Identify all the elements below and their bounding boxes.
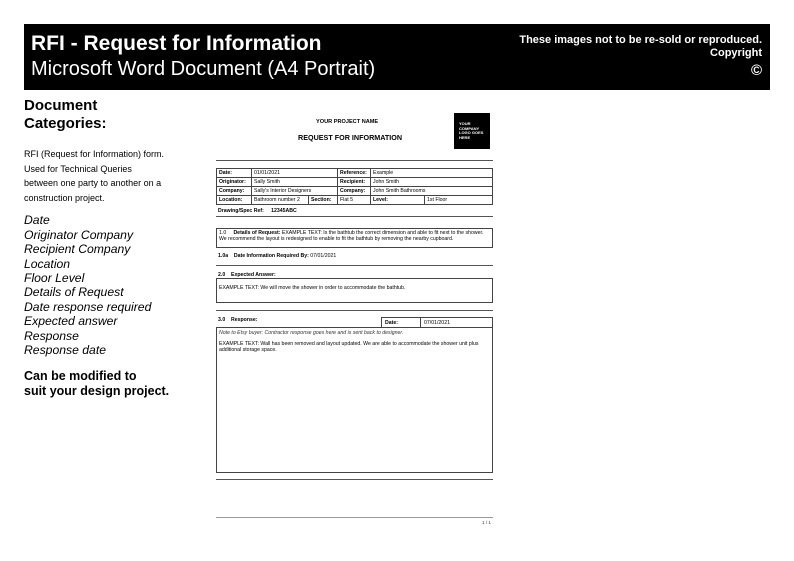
divider: [216, 160, 493, 161]
description-line: between one party to another on a: [24, 178, 162, 189]
reference-label: Reference:: [338, 169, 371, 178]
response-date-label: Date:: [385, 320, 398, 326]
copyright-icon: ©: [750, 62, 762, 79]
recipient-label: Recipient:: [338, 178, 371, 187]
response-heading: [218, 317, 258, 323]
description-line: Used for Technical Queries: [24, 163, 132, 174]
section-value: Flat 5: [338, 196, 371, 205]
table-row: [217, 187, 493, 196]
company2-label: Company:: [338, 187, 371, 196]
drawing-ref-row: [218, 208, 297, 214]
location-value: Bathroom number 2: [252, 196, 309, 205]
date-label: Date:: [217, 169, 252, 178]
sidebar-heading: [24, 97, 204, 133]
date-value: 01/01/2021: [252, 169, 338, 178]
category-item: Floor Level: [24, 271, 85, 285]
divider: [216, 310, 493, 311]
section-label: Details of Request:: [233, 230, 281, 236]
modify-line: Can be modified to: [24, 369, 137, 384]
date-required-value: 07/01/2021: [310, 253, 337, 259]
heading-line: Document: [24, 97, 98, 114]
notice-line: These images not to be re-sold or reproduced.: [519, 34, 762, 46]
category-item: Originator Company: [24, 227, 134, 242]
category-item: Expected answer: [24, 314, 118, 329]
level-label: Level:: [371, 196, 425, 205]
section-number: 3.0: [218, 317, 226, 323]
drawing-label: Drawing/Spec Ref:: [218, 208, 264, 214]
form-title: REQUEST FOR INFORMATION: [298, 133, 403, 142]
divider: [216, 216, 493, 217]
page-number: 1 / 1: [482, 520, 491, 525]
reference-value: Example: [371, 169, 493, 178]
company-logo: [454, 113, 490, 149]
copyright-notice: [519, 34, 762, 60]
heading-line: Categories:: [24, 115, 107, 132]
table-row: [217, 178, 493, 187]
section-number: 2.0: [218, 272, 226, 278]
details-text: EXAMPLE TEXT: Is the bathtub the correct dimension and able to fit next to the shower. We recommend the layout is redesigned to enable to fit the bathtub by removing the nearby cupboard.: [219, 230, 484, 242]
section-label: Expected Answer:: [230, 272, 276, 278]
project-name: YOUR PROJECT NAME: [316, 119, 379, 125]
modify-line: suit your design project.: [24, 384, 170, 399]
location-label: Location:: [217, 196, 252, 205]
response-box: [216, 327, 493, 473]
section-number: 1.0: [219, 230, 227, 236]
category-item: Response date: [24, 343, 106, 358]
banner-subtitle: Microsoft Word Document (A4 Portrait): [31, 58, 376, 80]
originator-value: Sally Smith: [252, 178, 338, 187]
document-preview: [216, 110, 493, 525]
modify-note: [24, 369, 204, 399]
footer-divider: [216, 517, 493, 518]
category-item: Date response required: [24, 299, 152, 314]
category-item: Location: [24, 256, 71, 271]
sidebar: [24, 97, 204, 399]
response-date-value: 07/01/2021: [424, 320, 450, 326]
drawing-value: 12345ABC: [271, 208, 297, 214]
table-row: [217, 196, 493, 205]
description-line: RFI (Request for Information) form.: [24, 149, 165, 159]
divider: [216, 265, 493, 266]
company-value: Sally's Interior Designers: [252, 187, 338, 196]
company2-value: John Smith Bathrooms: [371, 187, 493, 196]
response-date-box: [381, 317, 493, 327]
table-row: [217, 169, 493, 178]
divider: [216, 479, 493, 480]
sidebar-description: [24, 147, 204, 205]
category-item: Response: [24, 328, 79, 343]
expected-answer-box: [216, 278, 493, 303]
banner-title: RFI - Request for Information: [31, 32, 322, 55]
logo-text: YOUR COMPANY LOGO GOES HERE: [459, 121, 484, 140]
header-banner: [24, 24, 770, 90]
info-table: [216, 168, 493, 205]
category-item: Recipient Company: [24, 242, 131, 257]
category-item: Details of Request: [24, 285, 124, 300]
level-value: 1st Floor: [424, 196, 492, 205]
date-required-row: [218, 253, 336, 259]
notice-line: Copyright: [710, 47, 762, 59]
section-number: 1.0a: [218, 253, 229, 259]
section-label: Date Information Required By:: [233, 253, 309, 259]
response-text: EXAMPLE TEXT: Wall has been removed and layout updated. We are able to accommodate the shower unit plus additional storage space.: [219, 341, 479, 353]
category-item: Date: [24, 213, 50, 228]
expected-answer-text: EXAMPLE TEXT: We will move the shower in order to accommodate the bathtub.: [219, 285, 406, 291]
company-label: Company:: [217, 187, 252, 196]
originator-label: Originator:: [217, 178, 252, 187]
section-label: Section:: [309, 196, 338, 205]
category-list: [24, 213, 204, 357]
section-label: Response:: [230, 317, 258, 323]
buyer-note: Note to Etsy buyer: Contractor response goes here and is sent back to designer.: [219, 330, 404, 336]
description-line: construction project.: [24, 192, 105, 203]
recipient-value: John Smith: [371, 178, 493, 187]
details-of-request-box: [216, 228, 493, 248]
